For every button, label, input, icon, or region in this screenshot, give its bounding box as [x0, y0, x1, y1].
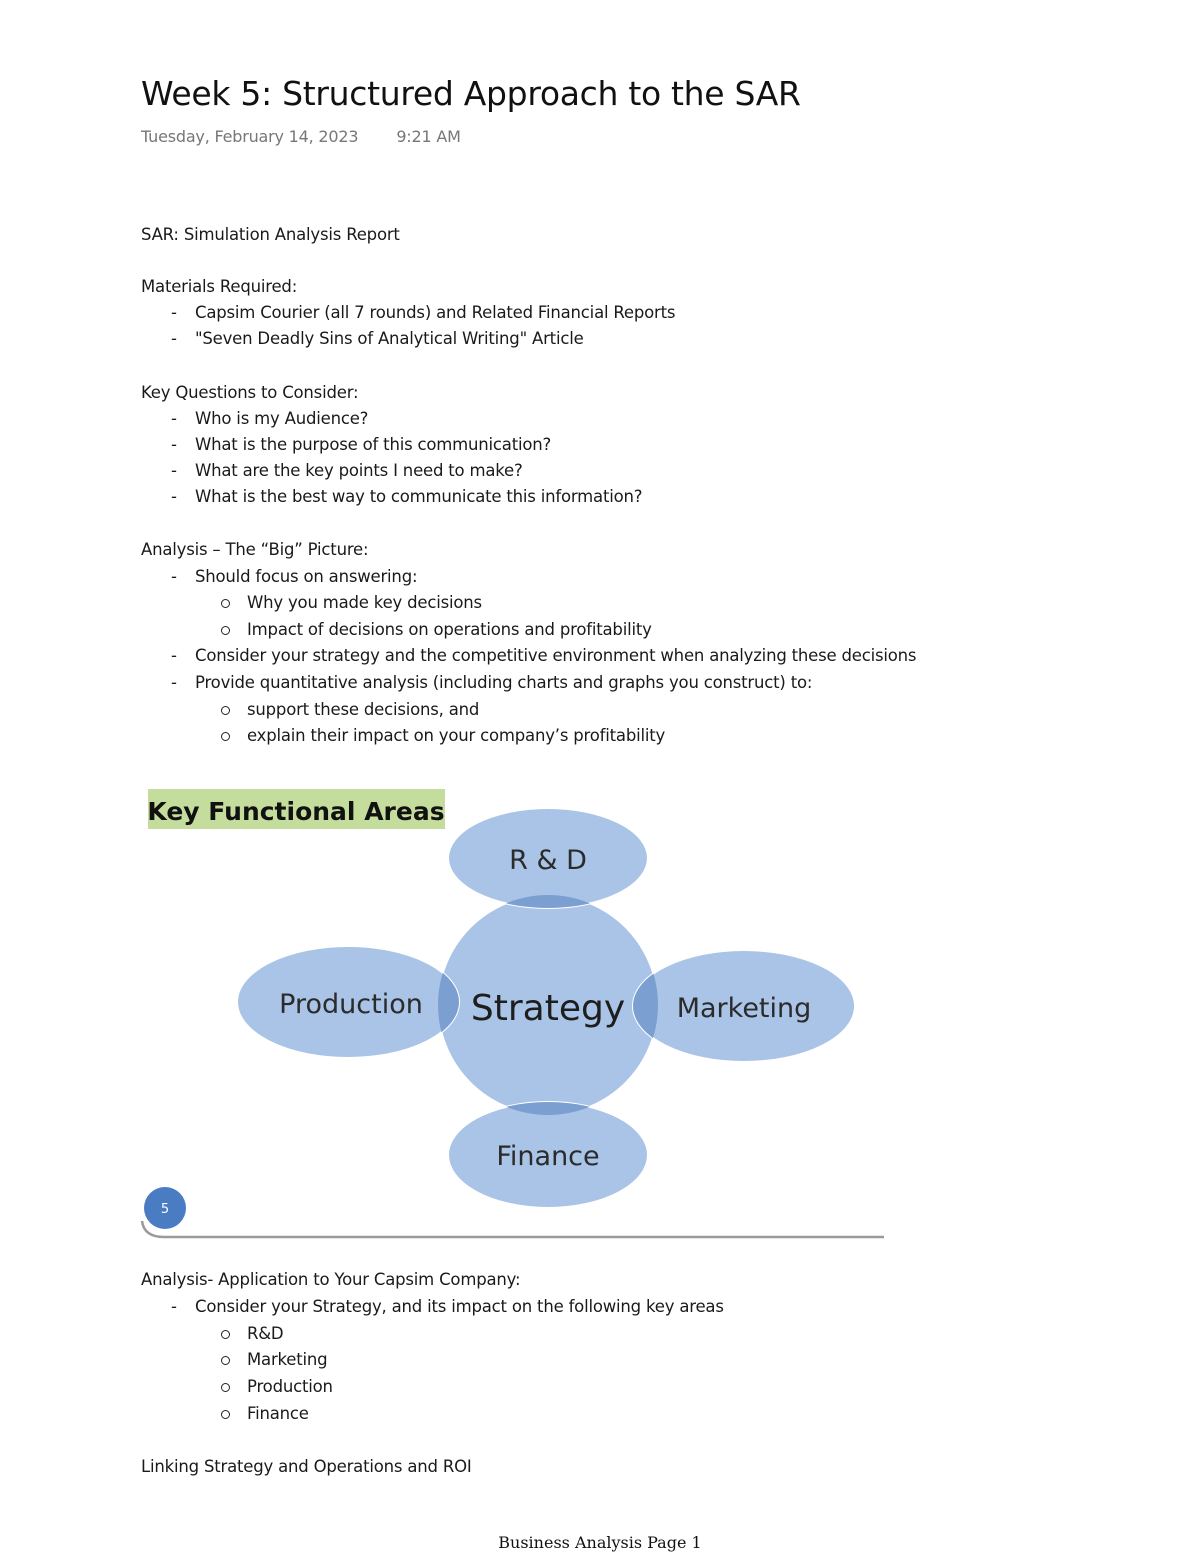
slide-number: 5	[160, 1202, 170, 1217]
sub-list-item: Why you made key decisions	[141, 590, 916, 617]
key-areas-sublist	[141, 1321, 724, 1428]
sub-list-item: Impact of decisions on operations and profitability	[141, 617, 916, 644]
list-item: - Should focus on answering:	[141, 564, 916, 591]
analysis-big-picture-section	[141, 537, 916, 750]
rd-label: R & D	[509, 845, 587, 876]
key-questions-list	[141, 406, 642, 510]
list-item: - Capsim Courier (all 7 rounds) and Related Financial Reports	[141, 300, 675, 326]
key-functional-areas-diagram	[138, 783, 888, 1243]
page-timestamp	[141, 127, 461, 146]
key-questions-section	[141, 380, 642, 510]
page-date: Tuesday, February 14, 2023	[141, 127, 359, 146]
analysis-application-section	[141, 1267, 724, 1428]
page-footer: Business Analysis Page 1	[498, 1533, 702, 1552]
diagram-heading: Key Functional Areas	[147, 797, 445, 826]
sub-list-item: Production	[141, 1374, 724, 1401]
strategy-label: Strategy	[470, 988, 626, 1029]
analysis-sublist	[141, 590, 916, 643]
materials-list	[141, 300, 675, 352]
sub-list-item: Finance	[141, 1401, 724, 1428]
analysis-sublist	[141, 697, 916, 750]
sub-list-item: explain their impact on your company’s profitability	[141, 723, 916, 750]
analysis-big-picture-list	[141, 564, 916, 591]
sub-list-item: support these decisions, and	[141, 697, 916, 724]
list-item: - What is the purpose of this communication?	[141, 432, 642, 458]
finance-label: Finance	[496, 1141, 600, 1172]
list-item: - Provide quantitative analysis (including charts and graphs you construct) to:	[141, 670, 916, 697]
sub-list-item: Marketing	[141, 1347, 724, 1374]
sub-list-item: R&D	[141, 1321, 724, 1348]
list-item: - Consider your strategy and the competitive environment when analyzing these decisions	[141, 643, 916, 670]
materials-section	[141, 274, 675, 352]
production-label: Production	[279, 989, 423, 1020]
slide-underline	[142, 1221, 884, 1237]
page-title: Week 5: Structured Approach to the SAR	[141, 74, 801, 113]
list-item: - Consider your Strategy, and its impact on the following key areas	[141, 1294, 724, 1321]
page-time: 9:21 AM	[396, 127, 461, 146]
sar-definition: SAR: Simulation Analysis Report	[141, 225, 400, 244]
list-item: - Who is my Audience?	[141, 406, 642, 432]
list-item: - What is the best way to communicate this information?	[141, 484, 642, 510]
materials-heading: Materials Required:	[141, 277, 298, 296]
marketing-label: Marketing	[676, 993, 812, 1024]
analysis-application-heading: Analysis- Application to Your Capsim Company:	[141, 1270, 521, 1289]
analysis-application-list	[141, 1294, 724, 1321]
analysis-big-picture-list-cont	[141, 643, 916, 696]
key-questions-heading: Key Questions to Consider:	[141, 383, 359, 402]
analysis-big-picture-heading: Analysis – The “Big” Picture:	[141, 540, 369, 559]
list-item: - "Seven Deadly Sins of Analytical Writing" Article	[141, 326, 675, 352]
list-item: - What are the key points I need to make?	[141, 458, 642, 484]
linking-text: Linking Strategy and Operations and ROI	[141, 1457, 472, 1476]
